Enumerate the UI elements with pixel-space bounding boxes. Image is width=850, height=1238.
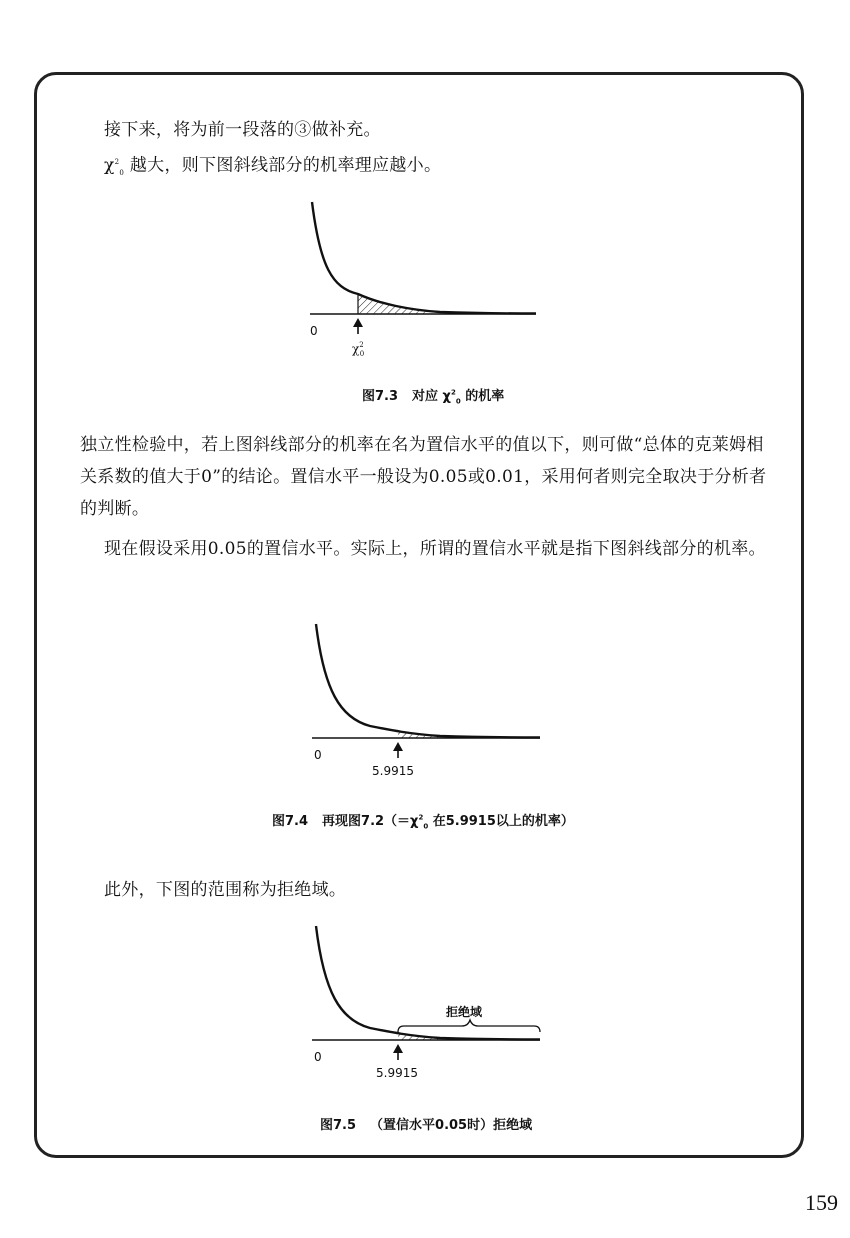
density-curve (312, 202, 536, 314)
intro-line-1: 接下来，将为前一段落的③做补充。 (104, 120, 381, 140)
marker-label: 5.9915 (372, 764, 414, 778)
origin-label: 0 (310, 324, 318, 338)
figure-7-3-caption: 图7.3 对应 $\chi^2_0$ 的机率 (362, 388, 505, 406)
page-number: 159 (805, 1190, 838, 1215)
rejection-bracket (398, 1020, 540, 1032)
paragraph-confidence-level: 现在假设采用0.05的置信水平。实际上，所谓的置信水平就是指下图斜线部分的机率。 (104, 539, 766, 559)
marker-label: 5.9915 (376, 1066, 418, 1080)
chi-symbol: χ (104, 155, 115, 176)
figure-7-5-plot (300, 922, 550, 1082)
figure-7-3-plot (300, 196, 550, 366)
marker-label: $\chi^2$ 0 (352, 341, 365, 358)
paragraph-rejection-region: 此外，下图的范围称为拒绝域。 (104, 880, 347, 900)
intro-line-2-text: 越大，则下图斜线部分的机率理应越小。 (124, 155, 442, 176)
chi-superscript: 2 (114, 158, 120, 166)
density-curve (316, 624, 540, 738)
figure-7-4-caption: 图7.4 再现图$7.2(=\chi^2_0$ 在5.9915以上的机率） (272, 813, 574, 831)
density-curve (316, 926, 540, 1040)
chi-subscript: 0 (119, 169, 125, 178)
bracket-label: 拒绝域 (446, 1005, 483, 1019)
origin-label: 0 (314, 748, 322, 762)
figure-7-5-caption: 图7.5 （置信水平0.05时）拒绝域 (320, 1118, 533, 1133)
origin-label: 0 (314, 1050, 322, 1064)
intro-line-2 (104, 146, 441, 189)
paragraph-independence-test: 独立性检验中，若上图斜线部分的机率在名为置信水平的值以下，则可做“总体的克莱姆相关系数的值大于0”的结论。置信水平一般设为0.05或0.01，采用何者则完全取决于分析者的判断。 (80, 435, 767, 519)
figure-7-4-plot (300, 620, 550, 780)
